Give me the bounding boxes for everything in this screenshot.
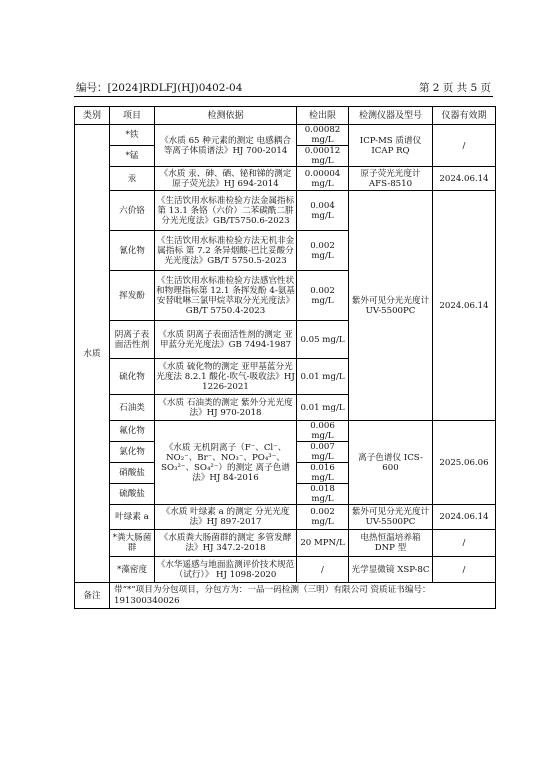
item-cell: 氰化物 bbox=[110, 231, 155, 271]
instrument-cell: ICP-MS 质谱仪 ICAP RQ bbox=[349, 125, 433, 167]
category-cell: 水质 bbox=[75, 125, 110, 583]
document-number: 编号：[2024]RDLFJ(HJ)0402-04 bbox=[76, 82, 243, 94]
instrument-cell: 光学显微镜 XSP-8C bbox=[349, 557, 433, 583]
table-row bbox=[75, 505, 496, 530]
limit-cell: 0.007 mg/L bbox=[297, 442, 349, 463]
item-cell: *铁 bbox=[110, 125, 155, 146]
item-cell: 阴离子表面活性剂 bbox=[110, 321, 155, 359]
col-header-validity: 仪器有效期 bbox=[433, 107, 496, 125]
limit-cell: 0.002 mg/L bbox=[297, 505, 349, 530]
limit-cell: 0.01 mg/L bbox=[297, 395, 349, 421]
limit-cell: 0.006 mg/L bbox=[297, 421, 349, 442]
limit-cell: 0.05 mg/L bbox=[297, 321, 349, 359]
table-row bbox=[75, 530, 496, 557]
instrument-cell: 原子荧光光度计 AFS-8510 bbox=[349, 167, 433, 191]
validity-cell: 2024.06.14 bbox=[433, 167, 496, 191]
col-header-limit: 检出限 bbox=[297, 107, 349, 125]
instrument-cell: 紫外可见分光光度计 UV-5500PC bbox=[349, 505, 433, 530]
basis-cell: 《水质 硫化物的测定 亚甲基蓝分光光度法 8.2.1 酸化-吹气-吸收法》HJ 1226-2021 bbox=[155, 359, 297, 395]
document-header bbox=[74, 80, 493, 97]
col-header-instrument: 检测仪器及型号 bbox=[349, 107, 433, 125]
detection-methods-table bbox=[74, 106, 496, 609]
table-row bbox=[75, 125, 496, 146]
item-cell: 氟化物 bbox=[110, 421, 155, 442]
limit-cell: 0.00082 mg/L bbox=[297, 125, 349, 146]
item-cell: *藻密度 bbox=[110, 557, 155, 583]
item-cell: 硫化物 bbox=[110, 359, 155, 395]
col-header-basis: 检测依据 bbox=[155, 107, 297, 125]
basis-cell: 《水质 叶绿素 a 的测定 分光光度法》HJ 897-2017 bbox=[155, 505, 297, 530]
limit-cell: 0.002 mg/L bbox=[297, 231, 349, 271]
validity-cell: / bbox=[433, 530, 496, 557]
item-cell: 叶绿素 a bbox=[110, 505, 155, 530]
validity-cell: / bbox=[433, 557, 496, 583]
item-cell: 石油类 bbox=[110, 395, 155, 421]
validity-cell: / bbox=[433, 125, 496, 167]
validity-cell: 2024.06.14 bbox=[433, 191, 496, 421]
item-cell: 硫酸盐 bbox=[110, 484, 155, 505]
table-row bbox=[75, 421, 496, 442]
limit-cell: / bbox=[297, 557, 349, 583]
table-row bbox=[75, 191, 496, 231]
table-row bbox=[75, 557, 496, 583]
basis-cell: 《生活饮用水标准检验方法金属指标第 13.1 条铬（六价）二苯碳酰二肼分光光度法》GB/T5750.6-2023 bbox=[155, 191, 297, 231]
limit-cell: 0.01 mg/L bbox=[297, 359, 349, 395]
basis-cell: 《水质 阴离子表面活性剂的测定 亚甲蓝分光光度法》GB 7494-1987 bbox=[155, 321, 297, 359]
basis-cell: 《水质 65 种元素的测定 电感耦合等离子体质谱法》HJ 700-2014 bbox=[155, 125, 297, 167]
basis-cell: 《生活饮用水标准检验方法无机非金属指标 第 7.2 条异烟酸-巴比妥酸分光光度法》GB/T 5750.5-2023 bbox=[155, 231, 297, 271]
limit-cell: 0.016 mg/L bbox=[297, 463, 349, 484]
basis-cell: 《水华遥感与地面监测评价技术规范（试行）》 HJ 1098-2020 bbox=[155, 557, 297, 583]
col-header-category: 类别 bbox=[75, 107, 110, 125]
limit-cell: 0.004 mg/L bbox=[297, 191, 349, 231]
limit-cell: 0.002 mg/L bbox=[297, 271, 349, 321]
instrument-cell: 电热恒温培养箱 DNP 型 bbox=[349, 530, 433, 557]
limit-cell: 0.00004 mg/L bbox=[297, 167, 349, 191]
item-cell: *粪大肠菌群 bbox=[110, 530, 155, 557]
instrument-cell: 离子色谱仪 ICS-600 bbox=[349, 421, 433, 505]
col-header-item: 项目 bbox=[110, 107, 155, 125]
page-indicator: 第 2 页 共 5 页 bbox=[418, 82, 491, 94]
basis-cell: 《水质 汞、砷、硒、铋和锑的测定 原子荧光法》HJ 694-2014 bbox=[155, 167, 297, 191]
validity-cell: 2024.06.14 bbox=[433, 505, 496, 530]
instrument-cell: 紫外可见分光光度计 UV-5500PC bbox=[349, 191, 433, 421]
remarks-text: 带“*”项目为分包项目，分包方为：一品一码检测（三明）有限公司 资质证书编号：191300340026 bbox=[110, 583, 496, 609]
limit-cell: 0.018 mg/L bbox=[297, 484, 349, 505]
basis-cell: 《水质 无机阴离子（F⁻、Cl⁻、NO₂⁻、Br⁻、NO₃⁻、PO₄³⁻、SO₃²⁻、SO₄²⁻）的测定 离子色谱法》HJ 84-2016 bbox=[155, 421, 297, 505]
basis-cell: 《生活饮用水标准检验方法感官性状和物理指标第 12.1 条挥发酚 4-氨基安替吡啉三氯甲烷萃取分光光度法》GB/T 5750.4-2023 bbox=[155, 271, 297, 321]
validity-cell: 2025.06.06 bbox=[433, 421, 496, 505]
item-cell: 挥发酚 bbox=[110, 271, 155, 321]
basis-cell: 《水质 石油类的测定 紫外分光光度法》HJ 970-2018 bbox=[155, 395, 297, 421]
item-cell: 汞 bbox=[110, 167, 155, 191]
item-cell: *锰 bbox=[110, 146, 155, 167]
item-cell: 硝酸盐 bbox=[110, 463, 155, 484]
table-header-row bbox=[75, 107, 496, 125]
limit-cell: 0.00012 mg/L bbox=[297, 146, 349, 167]
remarks-row bbox=[75, 583, 496, 609]
basis-cell: 《水质粪大肠菌群的测定 多管发酵法》HJ 347.2-2018 bbox=[155, 530, 297, 557]
remarks-label: 备注 bbox=[75, 583, 110, 609]
item-cell: 氯化物 bbox=[110, 442, 155, 463]
table-row bbox=[75, 167, 496, 191]
item-cell: 六价铬 bbox=[110, 191, 155, 231]
limit-cell: 20 MPN/L bbox=[297, 530, 349, 557]
